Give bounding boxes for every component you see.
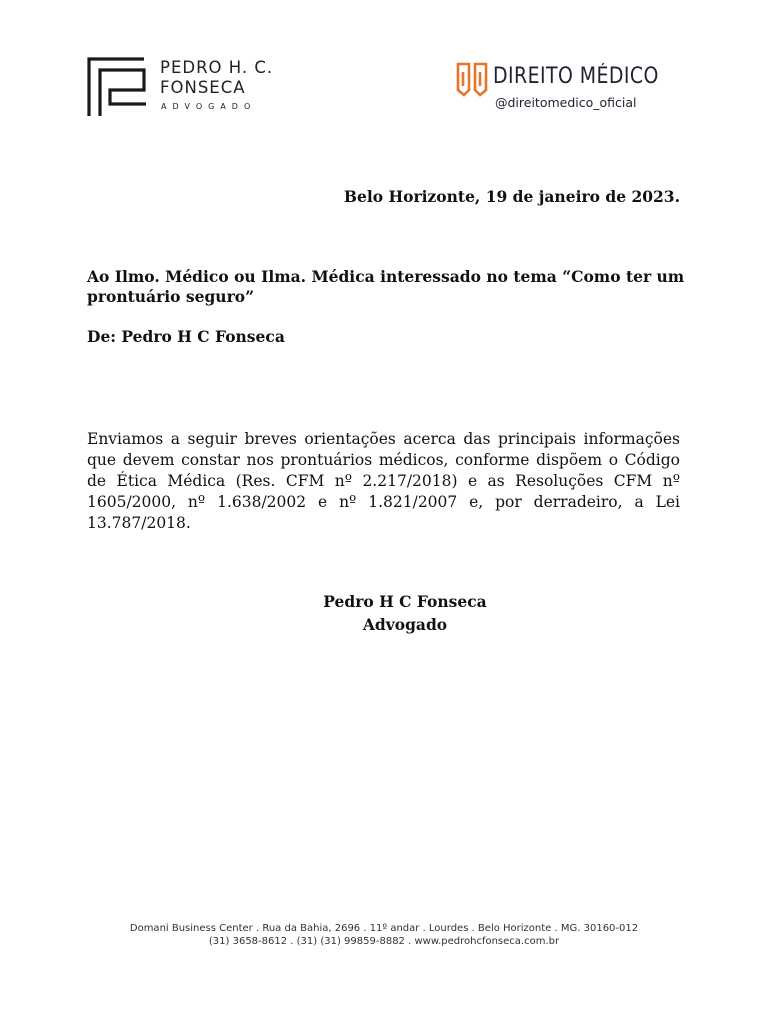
letter-recipient: Ao Ilmo. Médico ou Ilma. Médica interessado no tema “Como ter um prontuário seguro” — [87, 267, 685, 306]
letter-sender: De: Pedro H C Fonseca — [87, 327, 285, 346]
logo-role: ADVOGADO — [161, 102, 257, 111]
signature-block — [200, 590, 610, 636]
signature-role: Advogado — [362, 615, 448, 634]
monogram-icon — [86, 56, 148, 118]
brand-handle: @direitomedico_oficial — [495, 95, 637, 110]
brand-name: DIREITO MÉDICO — [493, 64, 659, 89]
footer-line-contact: (31) 3658-8612 . (31) (31) 99859-8882 . www.pedrohcfonseca.com.br — [208, 936, 560, 947]
direito-medico-logo — [455, 60, 665, 116]
pedro-fonseca-logo — [86, 56, 286, 120]
logo-name: PEDRO H. C. FONSECA — [160, 58, 274, 97]
letter-body: Enviamos a seguir breves orientações acerca das principais informações que devem constar nos prontuários médicos, conforme dispõem o Código de Ética Médica (Res. CFM nº 2.217/2018) e as Resoluções CFM nº 1605/2000, nº 1.638/2002 e nº 1.821/2007 e, por derradeiro, a Lei 13.787/2018. — [87, 430, 680, 532]
dm-shield-icon — [455, 60, 489, 98]
letter-date: Belo Horizonte, 19 de janeiro de 2023. — [343, 187, 680, 206]
signature-name: Pedro H C Fonseca — [323, 592, 487, 611]
footer-address — [100, 922, 668, 948]
footer-line-address: Domani Business Center . Rua da Bahia, 2696 . 11º andar . Lourdes . Belo Horizonte . MG. 30160-012 — [129, 923, 639, 934]
